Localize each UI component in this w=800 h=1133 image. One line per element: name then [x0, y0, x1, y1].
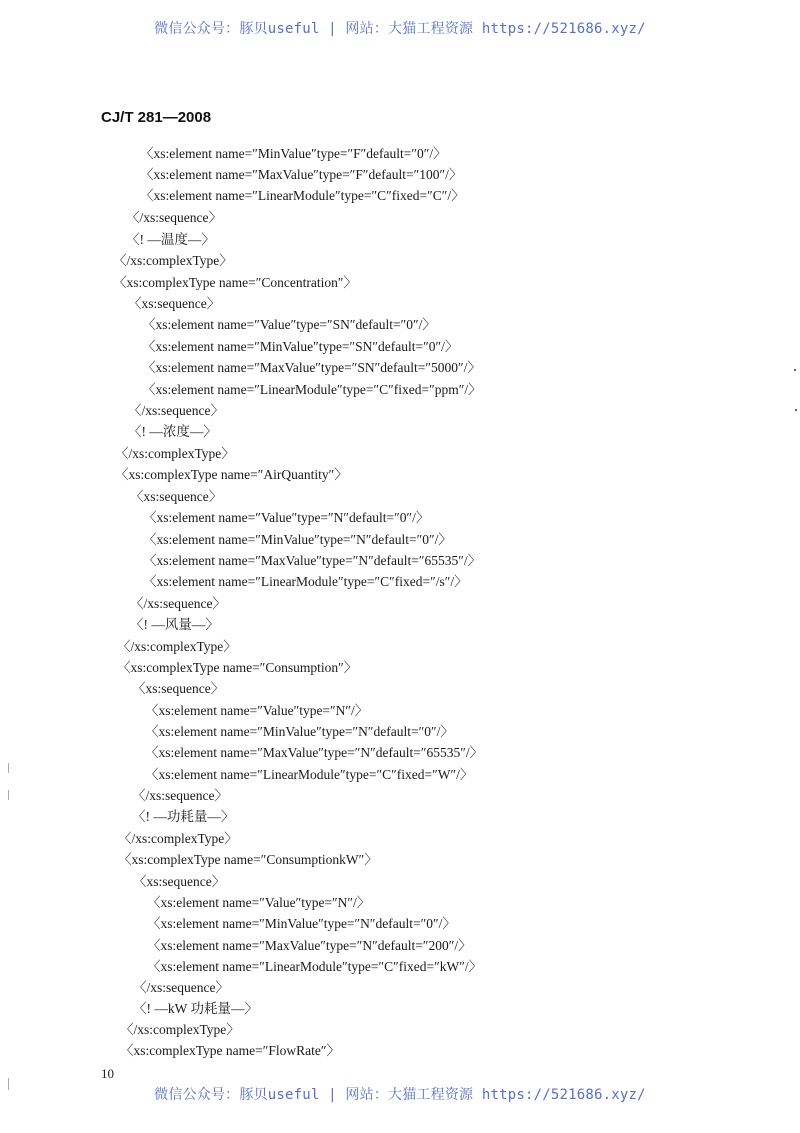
- code-line: 〈xs:element name=″LinearModule″type=″C″fixed=″C″/〉: [140, 188, 465, 203]
- code-line: 〈xs:element name=″MinValue″type=″N″default=″0″/〉: [143, 532, 452, 547]
- code-line: 〈xs:sequence〉: [132, 681, 225, 696]
- code-line: 〈xs:element name=″LinearModule″type=″C″fixed=″ppm″/〉: [142, 382, 482, 397]
- code-line: 〈xs:complexType name=″Consumption″〉: [117, 660, 358, 675]
- code-line: 〈xs:element name=″MaxValue″type=″N″default=″200″/〉: [147, 938, 472, 953]
- code-line: 〈xs:sequence〉: [130, 489, 223, 504]
- code-line: 〈xs:complexType name=″FlowRate″〉: [120, 1043, 341, 1058]
- code-line: 〈/xs:sequence〉: [132, 788, 228, 803]
- page-number: 10: [101, 1066, 114, 1081]
- code-line: 〈! —功耗量—〉: [132, 809, 235, 824]
- code-line: 〈! —kW 功耗量—〉: [133, 1001, 258, 1016]
- code-line: 〈xs:element name=″MaxValue″type=″N″default=″65535″/〉: [145, 745, 484, 760]
- code-line: 〈/xs:sequence〉: [133, 980, 229, 995]
- code-line: 〈xs:element name=″MaxValue″type=″F″default=″100″/〉: [140, 167, 463, 182]
- scan-speck: [794, 369, 796, 371]
- code-line: 〈xs:element name=″Value″type=″N″/〉: [147, 895, 371, 910]
- code-line: 〈xs:element name=″MaxValue″type=″N″default=″65535″/〉: [143, 553, 482, 568]
- scan-edge-mark: [8, 1078, 9, 1090]
- code-line: 〈xs:element name=″LinearModule″type=″C″fixed=″/s″/〉: [143, 574, 468, 589]
- code-line: 〈/xs:sequence〉: [126, 210, 222, 225]
- code-line: 〈! —温度—〉: [126, 232, 215, 247]
- code-line: 〈xs:complexType name=″ConsumptionkW″〉: [118, 852, 378, 867]
- code-line: 〈xs:complexType name=″AirQuantity″〉: [115, 467, 348, 482]
- code-line: 〈/xs:complexType〉: [118, 831, 238, 846]
- watermark-top: 微信公众号：豚贝useful | 网站：大猫工程资源 https://521686.xyz/: [154, 21, 646, 37]
- code-line: 〈! —浓度—〉: [128, 424, 217, 439]
- code-line: 〈xs:sequence〉: [128, 296, 221, 311]
- code-line: 〈xs:complexType name=″Concentration″〉: [113, 275, 357, 290]
- code-line: 〈xs:element name=″MinValue″type=″N″default=″0″/〉: [145, 724, 454, 739]
- code-line: 〈/xs:complexType〉: [117, 639, 237, 654]
- code-line: 〈/xs:sequence〉: [128, 403, 224, 418]
- scan-edge-mark: [8, 763, 9, 773]
- code-line: 〈xs:element name=″MaxValue″type=″SN″default=″5000″/〉: [142, 360, 481, 375]
- document-id: CJ/T 281—2008: [101, 109, 212, 126]
- code-line: 〈! —风量—〉: [130, 617, 219, 632]
- code-line: 〈xs:element name=″Value″type=″SN″default=″0″/〉: [142, 317, 436, 332]
- code-line: 〈/xs:complexType〉: [113, 253, 233, 268]
- scan-speck: [795, 409, 797, 411]
- watermark-bottom: 微信公众号：豚贝useful | 网站：大猫工程资源 https://521686.xyz/: [154, 1087, 646, 1103]
- code-line: 〈xs:element name=″LinearModule″type=″C″fixed=″W″/〉: [145, 767, 474, 782]
- code-line: 〈xs:element name=″Value″type=″N″default=″0″/〉: [143, 510, 430, 525]
- code-line: 〈xs:element name=″MinValue″type=″N″default=″0″/〉: [147, 916, 456, 931]
- code-line: 〈xs:sequence〉: [133, 874, 226, 889]
- code-line: 〈xs:element name=″LinearModule″type=″C″fixed=″kW″/〉: [147, 959, 483, 974]
- code-line: 〈/xs:complexType〉: [120, 1022, 240, 1037]
- code-line: 〈/xs:complexType〉: [115, 446, 235, 461]
- code-line: 〈xs:element name=″MinValue″type=″SN″default=″0″/〉: [142, 339, 459, 354]
- code-line: 〈xs:element name=″MinValue″type=″F″default=″0″/〉: [140, 146, 447, 161]
- scan-edge-mark: [8, 790, 9, 800]
- code-line: 〈xs:element name=″Value″type=″N″/〉: [145, 703, 369, 718]
- code-line: 〈/xs:sequence〉: [130, 596, 226, 611]
